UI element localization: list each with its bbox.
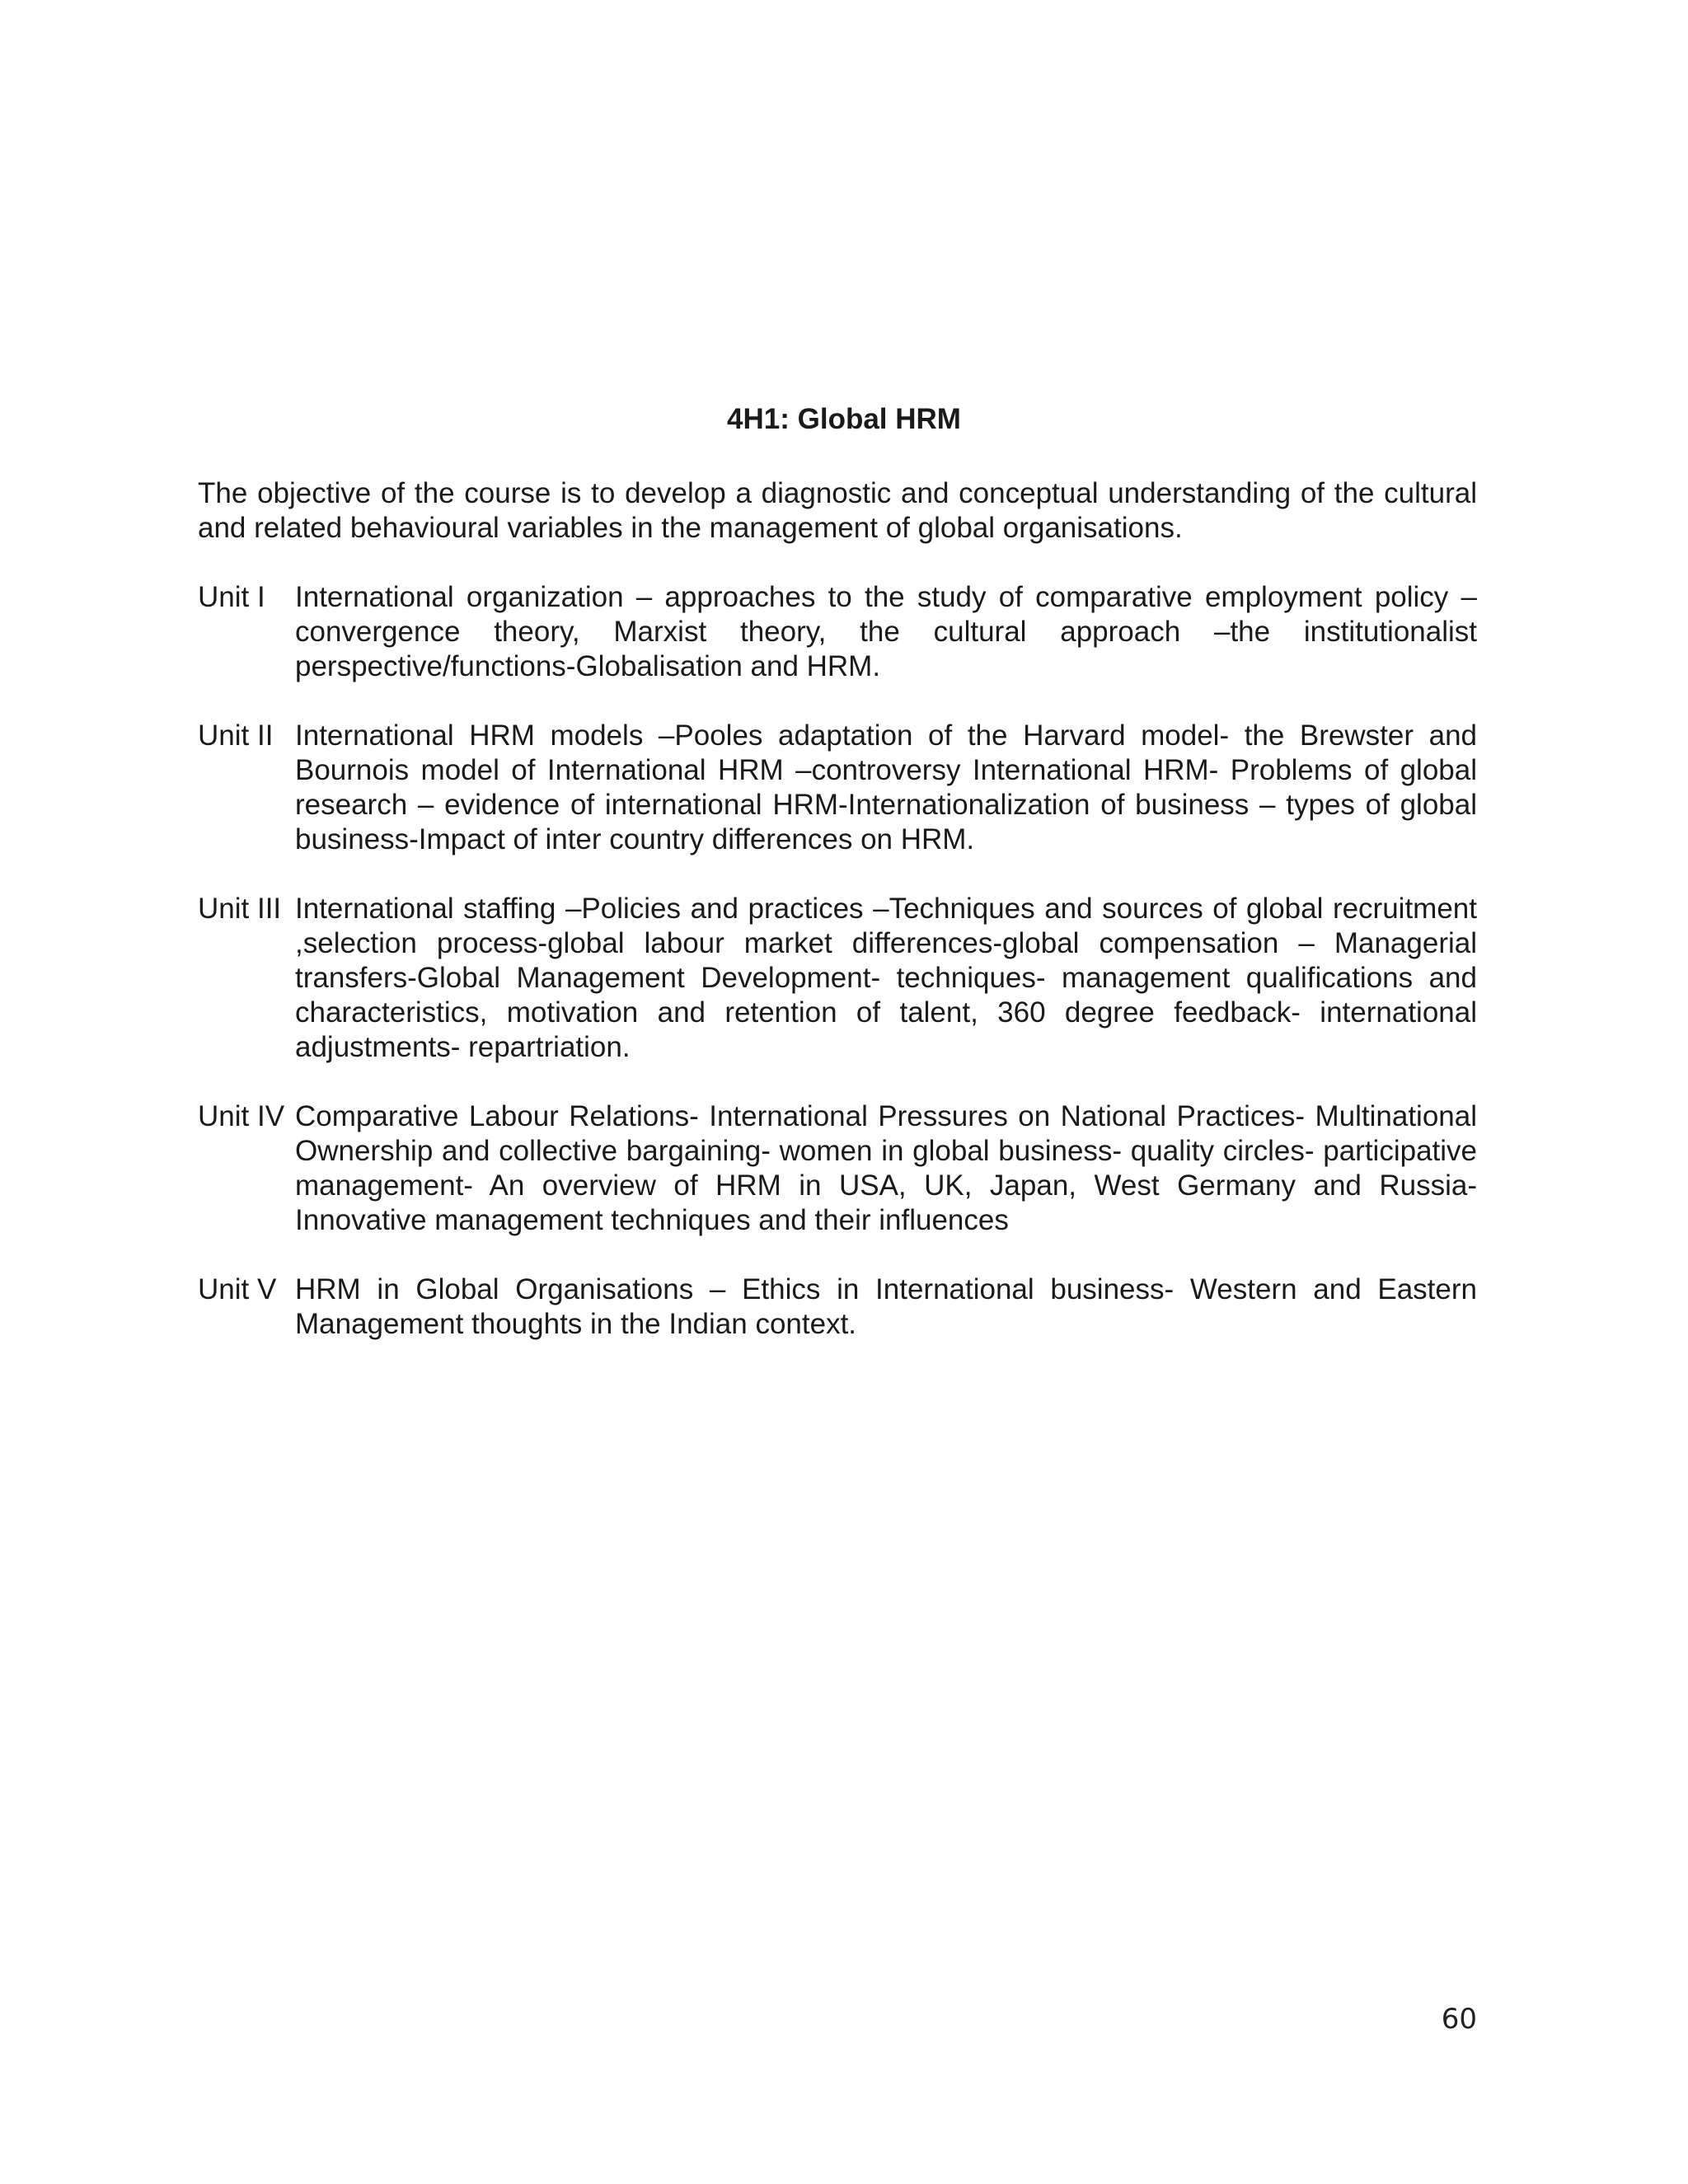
unit-label: Unit V [198,1273,277,1305]
course-title: 4H1: Global HRM [727,403,961,435]
unit-description: Comparative Labour Relations- International Pressures on National Practices- Multinational Ownership and collective bargaining- women in global business- quality circles- participative management- An overview of HRM in USA, UK, Japan, West Germany and Russia- Innovative management techniques and their influences [295,1100,1477,1236]
unit-label: Unit IV [198,1100,285,1132]
unit-section [198,1099,1477,1238]
unit-section [198,580,1477,684]
unit-description: International HRM models –Pooles adaptation of the Harvard model- the Brewster and Bournois model of International HRM –controversy International HRM- Problems of global research – evidence of international HRM-Internationalization of business – types of global business-Impact of inter country differences on HRM. [295,719,1477,855]
unit-description: International staffing –Policies and practices –Techniques and sources of global recruitment ,selection process-global labour market differences-global compensation – Managerial transfers-Global Management Development- techniques- management qualifications and characteristics, motivation and retention of talent, 360 degree feedback- international adjustments- repartriation. [295,893,1477,1063]
unit-section [198,719,1477,857]
course-objective: The objective of the course is to develop a diagnostic and conceptual understanding of the cultural and related behavioural variables in the management of global organisations. [198,477,1477,544]
unit-label: Unit II [198,719,274,752]
unit-section [198,892,1477,1065]
unit-description: International organization – approaches to the study of comparative employment policy – convergence theory, Marxist theory, the cultural approach –the institutionalist perspective/functions-Globalisation and HRM. [295,581,1477,682]
unit-label: Unit I [198,581,265,613]
page-number: 60 [1441,2003,1477,2036]
unit-section [198,1272,1477,1342]
unit-description: HRM in Global Organisations – Ethics in International business- Western and Eastern Management thoughts in the Indian context. [295,1273,1477,1340]
unit-label: Unit III [198,893,282,925]
